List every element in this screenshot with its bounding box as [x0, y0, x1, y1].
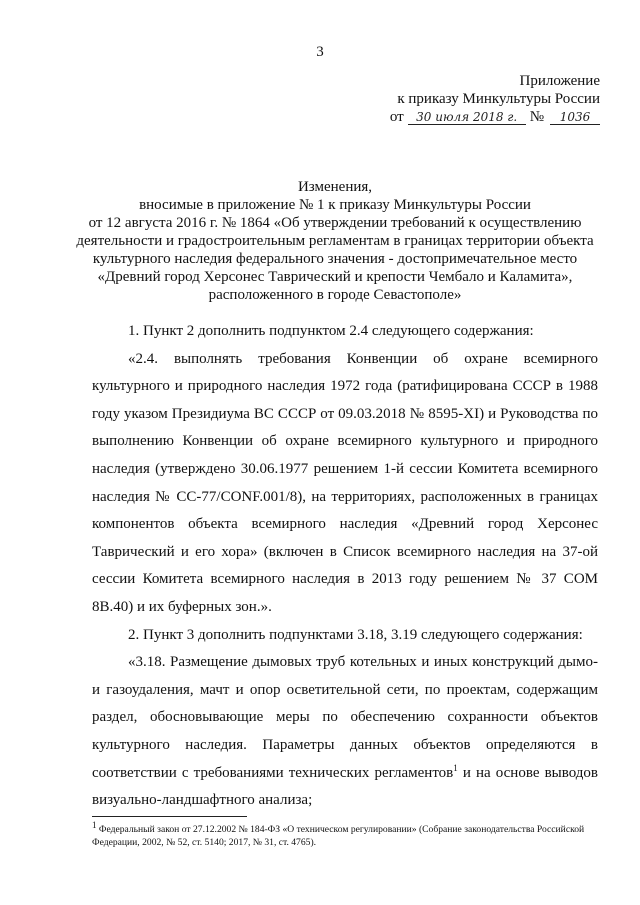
document-title — [70, 178, 600, 304]
paragraph-2: «2.4. выполнять требования Конвенции об охране всемирного культурного и природного наследия 1972 года (ратифицирована СССР в 1988 году указом Президиума ВС СССР от 09.03.2018 № 8595-XI) и Руководства по выполнению Конвенции об охране всемирного культурного и природного наследия (утверждено 30.06.1977 решением 1-й сессии Комитета всемирного наследия № CC-77/CONF.001/8), на территориях, расположенных в границах компонентов объекта всемирного наследия «Древний город Херсонес Таврический и его хора» (включен в Список всемирного наследия на 37-ой сессии Комитета всемирного наследия в 2013 году решением № 37 COM 8B.40) и их буферных зон.». — [92, 350, 598, 615]
footnote-mark: 1 — [92, 819, 97, 830]
paragraph-3: 2. Пункт 3 дополнить подпунктами 3.18, 3.19 следующего содержания: — [128, 626, 583, 643]
title-line-3: от 12 августа 2016 г. № 1864 «Об утверждении требований к осуществлению деятельности и градостроительным регламентам в границах территории объекта культурного наследия федерального значения - достопримечательное место «Древний город Херсонес Таврический и крепости Чембало и Каламита», расположенного в городе Севастополе» — [76, 215, 594, 303]
paragraph-4-text: «3.18. Размещение дымовых труб котельных и иных конструкций дымо- и газоудаления, мачт и опор осветительной сети, по проектам, содержащим раздел, обосновывающие меры по обеспечению сохранности объектов культурного наследия. Параметры данных объектов определяются в соответствии с требованиями технических регламентов — [92, 654, 598, 781]
appendix-order-ref: к приказу Минкультуры России — [397, 91, 600, 107]
footnote-divider — [92, 816, 247, 817]
footnote-text: Федеральный закон от 27.12.2002 № 184-ФЗ «О техническом регулировании» (Собрание законодательства Российской Федерации, 2002, № 52, ст. 5140; 2017, № 31, ст. 4765). — [92, 824, 585, 848]
title-line-2: вносимые в приложение № 1 к приказу Минкультуры России — [139, 197, 531, 213]
paragraph-4 — [92, 649, 598, 815]
number-label: № — [529, 109, 544, 125]
handwritten-date: 30 июля 2018 г. — [408, 110, 526, 125]
appendix-header — [360, 72, 600, 126]
title-line-1: Изменения, — [297, 179, 373, 195]
paragraph-4-tail: и на основе выводов визуально-ландшафтного анализа; — [92, 764, 598, 809]
footnote — [92, 819, 598, 849]
from-label: от — [389, 109, 404, 125]
paragraph-1: 1. Пункт 2 дополнить подпунктом 2.4 следующего содержания: — [128, 323, 534, 339]
appendix-title: Приложение — [519, 73, 600, 89]
appendix-date-number — [360, 108, 600, 126]
page-number: 3 — [316, 44, 324, 60]
document-body — [92, 318, 598, 815]
footnote-ref: 1 — [453, 762, 458, 773]
handwritten-number: 1036 — [550, 110, 600, 125]
